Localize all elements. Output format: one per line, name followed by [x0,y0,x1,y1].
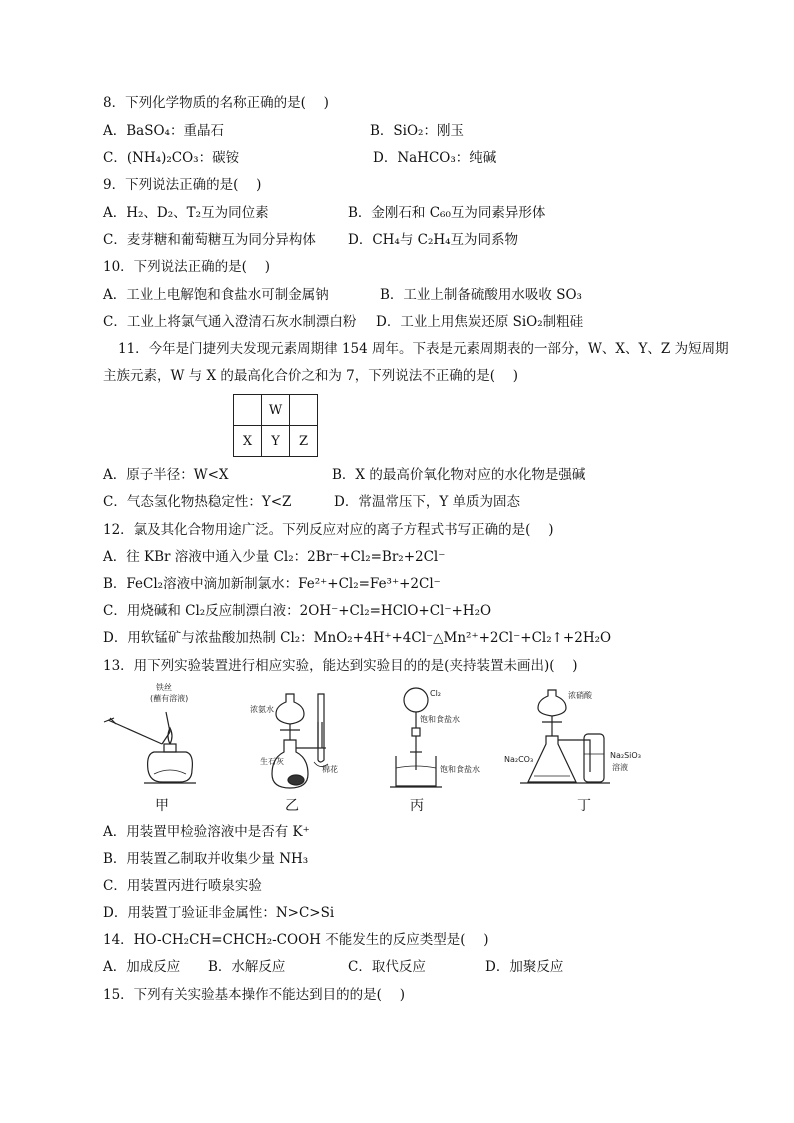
apparatus-bing-setup [390,688,442,787]
pt-cell-x: X [234,426,262,457]
q12-stem: 12．氯及其化合物用途广泛。下列反应对应的离子方程式书写正确的是( ) [103,522,554,538]
q10-option-d: D．工业上用焦炭还原 SiO₂制粗硅 [376,314,584,330]
label-conc-ammonia: 浓氨水 [250,705,274,714]
label-brine-beaker: 饱和食盐水 [440,765,480,774]
q14-option-a: A．加成反应 [103,959,181,975]
q10-stem: 10．下列说法正确的是( ) [103,259,271,275]
q12-option-a: A．往 KBr 溶液中通入少量 Cl₂：2Br⁻+Cl₂=Br₂+2Cl⁻ [103,549,446,565]
q9-option-c: C．麦芽糖和葡萄糖互为同分异构体 [103,232,316,248]
q8-option-a: A．BaSO₄：重晶石 [103,123,224,139]
label-solution: 溶液 [612,763,628,772]
q11-option-c: C．气态氢化物热稳定性：Y<Z [103,494,292,510]
caption-yi: 乙 [285,798,299,814]
q13-option-a: A．用装置甲检验溶液中是否有 K⁺ [103,824,310,840]
q8-option-d: D．NaHCO₃：纯碱 [373,150,497,166]
label-conc-nitric: 浓硝酸 [568,691,592,700]
caption-bing: 丙 [410,798,424,814]
q13-option-c: C．用装置丙进行喷泉实验 [103,878,262,894]
label-cotton: 棉花 [322,765,338,774]
q13-option-b: B．用装置乙制取并收集少量 NH₃ [103,851,309,867]
caption-jia: 甲 [155,798,169,814]
q11-option-a: A．原子半径：W<X [103,467,229,483]
periodic-table-fragment [233,394,318,457]
label-cl2: Cl₂ [430,689,442,698]
apparatus-jia-lamp [104,712,196,783]
q12-option-c: C．用烧碱和 Cl₂反应制漂白液：2OH⁻+Cl₂=HClO+Cl⁻+H₂O [103,603,492,619]
q14-option-b: B．水解反应 [208,959,286,975]
caption-ding: 丁 [577,798,591,814]
q13-stem: 13．用下列实验装置进行相应实验，能达到实验目的的是(夹持装置未画出)( ) [103,658,578,674]
q11-option-d: D．常温常压下，Y 单质为固态 [334,494,521,510]
label-iron-wire: 铁丝 [156,683,172,692]
pt-cell-y: Y [262,426,290,457]
label-dipped-solution: (蘸有溶液) [150,694,189,703]
label-brine-top: 饱和食盐水 [420,715,460,724]
q8-stem: 8．下列化学物质的名称正确的是( ) [103,95,329,111]
q10-option-b: B．工业上制备硫酸用水吸收 SO₃ [380,287,582,303]
label-quicklime: 生石灰 [260,757,284,766]
apparatus-yi-setup [272,694,328,788]
q9-option-a: A．H₂、D₂、T₂互为同位素 [103,205,269,221]
apparatus-figure [100,682,660,812]
q13-option-d: D．用装置丁验证非金属性：N>C>Si [103,905,335,921]
q14-option-d: D．加聚反应 [485,959,564,975]
q15-stem: 15．下列有关实验基本操作不能达到目的的是( ) [103,987,406,1003]
q10-option-a: A．工业上电解饱和食盐水可制金属钠 [103,287,329,303]
q10-option-c: C．工业上将氯气通入澄清石灰水制漂白粉 [103,314,357,330]
q9-stem: 9．下列说法正确的是( ) [103,177,262,193]
q8-option-b: B．SiO₂：刚玉 [370,123,464,139]
pt-cell-z: Z [290,426,318,457]
q14-stem: 14．HO-CH₂CH=CHCH₂-COOH 不能发生的反应类型是( ) [103,932,489,948]
q9-option-d: D．CH₄与 C₂H₄互为同系物 [348,232,519,248]
q14-option-c: C．取代反应 [348,959,426,975]
q11-option-b: B．X 的最高价氧化物对应的水化物是强碱 [332,467,586,483]
q12-option-d: D．用软锰矿与浓盐酸加热制 Cl₂：MnO₂+4H⁺+4Cl⁻△Mn²⁺+2Cl⁻+Cl₂↑+2H₂O [103,630,612,646]
label-na2co3: Na₂CO₃ [504,755,534,764]
apparatus-ding-setup [520,690,610,783]
q12-option-b: B．FeCl₂溶液中滴加新制氯水：Fe²⁺+Cl₂=Fe³⁺+2Cl⁻ [103,576,441,592]
pt-cell-w: W [262,395,290,426]
q11-stem-line2: 主族元素，W 与 X 的最高化合价之和为 7，下列说法不正确的是( ) [103,368,519,384]
q9-option-b: B．金刚石和 C₆₀互为同素异形体 [348,205,546,221]
q11-stem-line1: 11．今年是门捷列夫发现元素周期律 154 周年。下表是元素周期表的一部分，W、X、Y、Z 为短周期 [118,341,729,357]
q8-option-c: C．(NH₄)₂CO₃：碳铵 [103,150,240,166]
pt-cell [290,395,318,426]
label-na2sio3: Na₂SiO₃ [610,751,641,760]
pt-cell [234,395,262,426]
